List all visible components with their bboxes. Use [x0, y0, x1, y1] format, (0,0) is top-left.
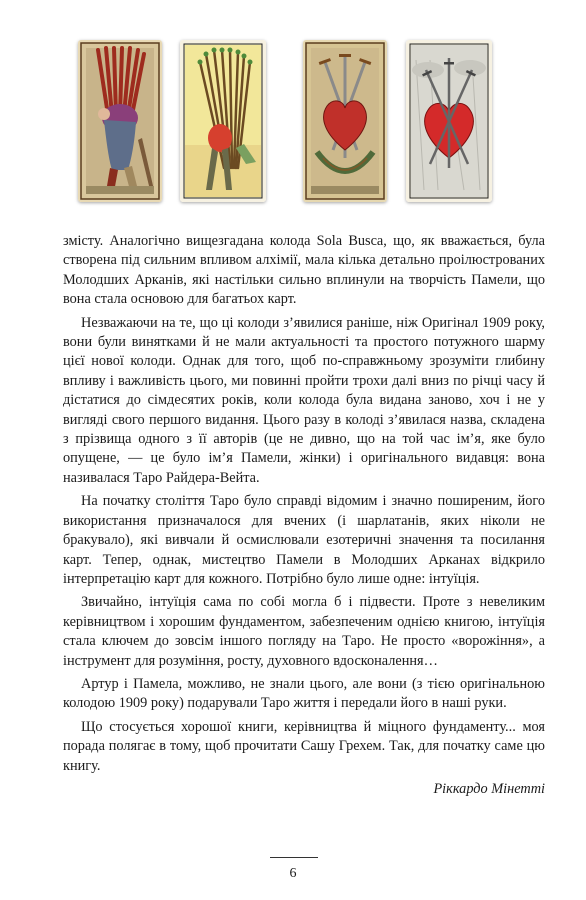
footer-rule [270, 857, 318, 858]
card-rider-waite-three-of-swords [406, 40, 492, 202]
author-signature: Ріккардо Мінетті [433, 780, 545, 797]
page-number: 6 [289, 866, 297, 881]
card-4-image [406, 40, 492, 202]
paragraph: змісту. Аналогічно вищезгадана колода Sola Busca, що, як вважається, була створена під сильним впливом алхімії, мала кілька детально проілюстрованих Молодших Арканів, які настільки сильно вплинули на творчість Памели, що вона стала основою для багатьох карт. [63, 233, 545, 308]
card-sola-busca-ten-of-staves [78, 40, 162, 202]
paragraph: Звичайно, інтуїція сама по собі могла б і підвести. Проте з невеликим керівництвом і хорошим фундаментом, забезпеченим однією книгою, інтуїція стала ключем до зовсім іншого погляду на Таро. Не просто «ворожіння», а інструмент для розуміння, росту, духовного вдосконалення… [63, 594, 545, 669]
card-3-image [303, 40, 387, 202]
card-1-image [78, 40, 162, 202]
tarot-cards-illustration [0, 40, 586, 205]
body-text [63, 232, 545, 799]
paragraph: Артур і Памела, можливо, не знали цього, але вони (з тією оригінальною колодою 1909 року) подарували Таро життя і передали його в наші руки. [63, 675, 545, 712]
paragraph: На початку століття Таро було справді відомим і значно поширеним, його використання призначалося для вчених (і шарлатанів, яких ніколи не бракувало), які вивчали й осмислювали езотеричні значення та посилання карт. Тепер, однак, мистецтво Памели в Молодших Арканах відкрило інтерпретацію карт для кожного. Потрібно було лише одне: інтуїція. [63, 493, 545, 587]
card-sola-busca-three-of-swords [303, 40, 387, 202]
paragraph: Незважаючи на те, що ці колоди з’явилися раніше, ніж Оригінал 1909 року, вони були винятками й не мали актуальності та простого потужного шарму цієї нової колоди. Однак для того, щоб по-справжньому зрозуміти глибину впливу і важливість цього, ми повинні пройти трохи далі вниз по річці часу й дістатися до сімдесятих років, коли колода була видана заново, хоч і не у вигляді свого першого видання. Цього разу в колоді з’явилася назва, складена з прізвища одного з її авторів (це не дивно, що на той час ім’я, яке було опущене, — це було ім’я Памели, жінки) і оригінального видавця: вона називалася Таро Райдера-Вейта. [63, 314, 545, 486]
card-rider-waite-ten-of-wands [180, 40, 266, 202]
card-2-image [180, 40, 266, 202]
paragraph: Що стосується хорошої книги, керівництва й міцного фундаменту... моя порада полягає в тому, щоб прочитати Сашу Грехем. Так, для початку саме цю книгу. [63, 718, 545, 774]
